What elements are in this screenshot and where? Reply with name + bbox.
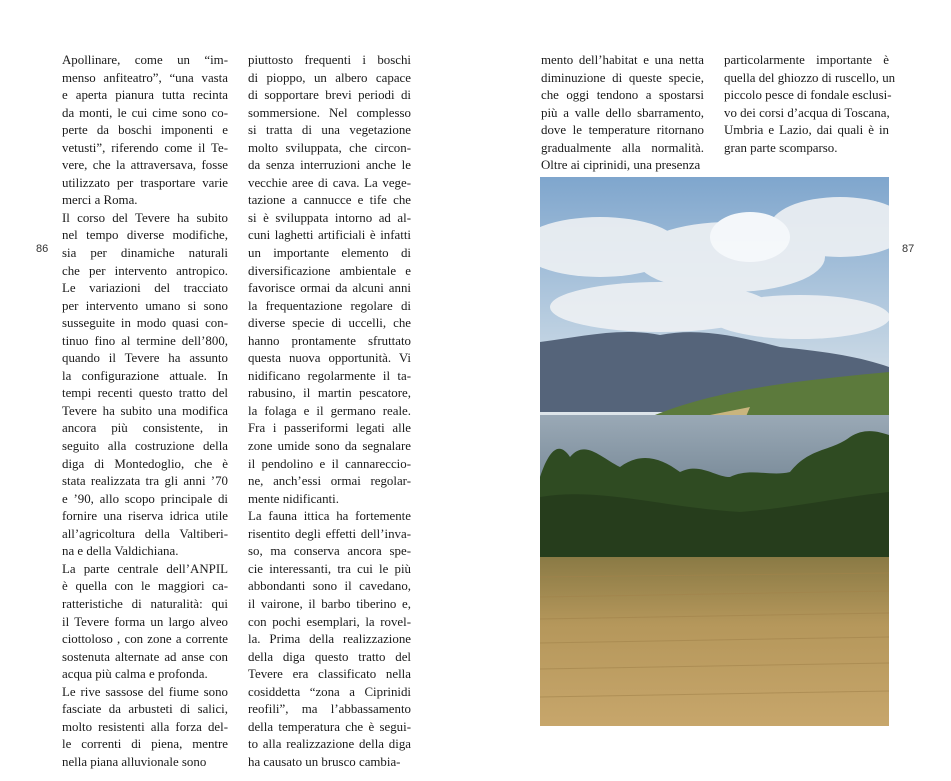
text-line: si tratta di una vegetazione (248, 123, 411, 138)
text-line: La fauna ittica ha fortemente (248, 509, 411, 524)
text-line: cuni laghetti artificiali è infatti (248, 228, 411, 243)
text-line: ratteristiche di naturalità: qui (62, 596, 228, 611)
text-line: vere, che la attraversava, fosse (62, 158, 228, 173)
text-line: sommersione. Nel complesso (248, 105, 411, 120)
text-line: particolarmente importante è (724, 53, 889, 67)
text-line: diga di Montedoglio, che è (62, 456, 228, 471)
text-line: stata realizzata tra gli anni ’70 (62, 474, 228, 489)
text-line: quando il Tevere ha assunto (62, 351, 228, 366)
text-line: più a valle dello sbarramento, (541, 105, 704, 120)
text-line: vetusti”, riferendo come il Te- (62, 140, 228, 155)
text-line: Oltre ai ciprinidi, una presenza (541, 158, 701, 173)
text-line: hanno prontamente sfruttato (248, 333, 411, 348)
text-line: dove le temperature ritornano (541, 123, 704, 138)
text-line: vo dei corsi d’acqua di Toscana, (724, 105, 890, 120)
text-line: di sopportare brevi periodi di (248, 88, 411, 103)
text-line: merci a Roma. (62, 193, 138, 208)
text-line: il pendolino e il cannareccio- (248, 456, 411, 471)
text-line: Le rive sassose del fiume sono (62, 684, 228, 699)
text-line: seguito alla costruzione della (62, 439, 228, 454)
text-line: le correnti di piena, mentre (62, 737, 228, 752)
text-line: e aperta pianura tutta recinta (62, 88, 228, 103)
lake-landscape-photo (540, 177, 889, 726)
text-line: diverse specie di uccelli, che (248, 316, 411, 331)
text-line: nidificano regolarmente il ta- (248, 368, 411, 383)
text-line: questa nuova opportunità. Vi (248, 351, 411, 366)
text-line: gran parte scomparso. (724, 140, 838, 155)
text-line: e ’90, allo scopo principale di (62, 491, 228, 506)
text-line: cosiddetta “zona a Ciprinidi (248, 684, 411, 699)
text-line: nel tempo diverse modifiche, (62, 228, 228, 243)
text-line: ciottoloso , con zone a corrente (62, 632, 228, 647)
field (540, 557, 889, 726)
text-line: molto resistenti alla forza del- (62, 719, 228, 734)
text-line: da senza interruzioni anche le (248, 158, 411, 173)
text-line: mente nidificanti. (248, 491, 339, 506)
text-column-4 (724, 52, 896, 157)
text-line: Apollinare, come un “im- (62, 53, 228, 67)
text-line: tazione a cannucce e tife che (248, 193, 411, 208)
text-line: favorisce ormai da alcuni anni (248, 281, 411, 296)
text-line: da monti, le cui cime sono co- (62, 105, 228, 120)
text-line: menso anfiteatro”, “una vasta (62, 70, 228, 85)
text-line: ancora più consistente, in (62, 421, 228, 436)
text-line: zone umide sono da segnalare (248, 439, 411, 454)
text-line: della temperatura che è segui- (248, 719, 411, 734)
text-line: Tevere era classificato nella (248, 667, 411, 682)
text-line: Umbria e Lazio, dai quali è in (724, 123, 889, 138)
page-number-left: 86 (36, 243, 49, 255)
text-line: il Tevere forma un largo alveo (62, 614, 228, 629)
text-line: nella piana alluvionale sono (62, 754, 207, 769)
text-line: Le variazioni del tracciato (62, 281, 228, 296)
text-line: all’agricoltura della Valtiberi- (62, 526, 228, 541)
text-line: piuttosto frequenti i boschi (248, 53, 411, 67)
text-line: che oggi tendono a spostarsi (541, 88, 704, 103)
text-line: tinuo fino al termine dell’800, (62, 333, 228, 348)
text-line: molto sviluppata, che circon- (248, 140, 411, 155)
text-line: diversificazione ambientale e (248, 263, 411, 278)
text-line: abbondanti sono il cavedano, (248, 579, 411, 594)
text-line: la. Prima della realizzazione (248, 632, 411, 647)
text-line: diminuzione di queste specie, (541, 70, 704, 85)
text-line: della diga questo tratto del (248, 649, 411, 664)
text-line: la folaga e il germano reale. (248, 403, 411, 418)
text-line: sostenuta alternate ad anse con (62, 649, 228, 664)
text-line: la configurazione attuale. In (62, 368, 228, 383)
text-line: è quella con le maggiori ca- (62, 579, 228, 594)
text-line: sia per dinamiche naturali (62, 246, 228, 261)
text-line: per intervento umano si sono (62, 298, 228, 313)
text-line: con pochi esemplari, la rovel- (248, 614, 411, 629)
text-line: so, ma conserva ancora spe- (248, 544, 411, 559)
text-line: to alla realizzazione della diga (248, 737, 411, 752)
text-line: Fra i passeriformi legati alle (248, 421, 411, 436)
text-line: fornire una riserva idrica utile (62, 509, 228, 524)
text-line: Il corso del Tevere ha subito (62, 210, 228, 225)
page-number-right: 87 (902, 243, 915, 255)
text-line: si è sviluppata intorno ad al- (248, 210, 411, 225)
text-line: rabusino, il martin pescatore, (248, 386, 411, 401)
text-line: risentito degli effetti dell’inva- (248, 526, 411, 541)
text-line: perte da boschi imponenti e (62, 123, 228, 138)
text-line: acqua più calma e profonda. (62, 667, 208, 682)
text-line: La parte centrale dell’ANPIL (62, 561, 228, 576)
text-line: il vairone, il barbo tiberino e, (248, 596, 411, 611)
text-line: la frequentazione regolare di (248, 298, 411, 313)
text-line: utilizzato per trasportare varie (62, 175, 228, 190)
text-line: na e della Valdichiana. (62, 544, 179, 559)
text-line: fasciate da arbusteti di salici, (62, 702, 228, 717)
text-line: che per intervento antropico. (62, 263, 228, 278)
text-line: vecchie aree di cava. La vege- (248, 175, 411, 190)
text-line: ha causato un brusco cambia- (248, 754, 401, 769)
text-line: susseguite in modo quasi con- (62, 316, 228, 331)
text-line: un importante elemento di (248, 246, 411, 261)
text-line: quella del ghiozzo di ruscello, un (724, 70, 896, 85)
text-line: di pioppo, un albero capace (248, 70, 411, 85)
text-line: ne, anch’essi ormai regolar- (248, 474, 411, 489)
text-line: mento dell’habitat e una netta (541, 53, 704, 67)
text-line: tempi recenti questo tratto del (62, 386, 228, 401)
text-line: cie interessanti, tra cui le più (248, 561, 411, 576)
photo-illustration (540, 177, 889, 726)
text-column-1 (62, 52, 228, 771)
text-column-2 (248, 52, 411, 771)
text-line: Tevere ha subito una modifica (62, 403, 228, 418)
text-line: reofili”, ma l’abbassamento (248, 702, 411, 717)
text-line: gradualmente alla normalità. (541, 140, 704, 155)
text-line: piccolo pesce di fondale esclusi- (724, 88, 892, 103)
text-column-3 (541, 52, 704, 175)
